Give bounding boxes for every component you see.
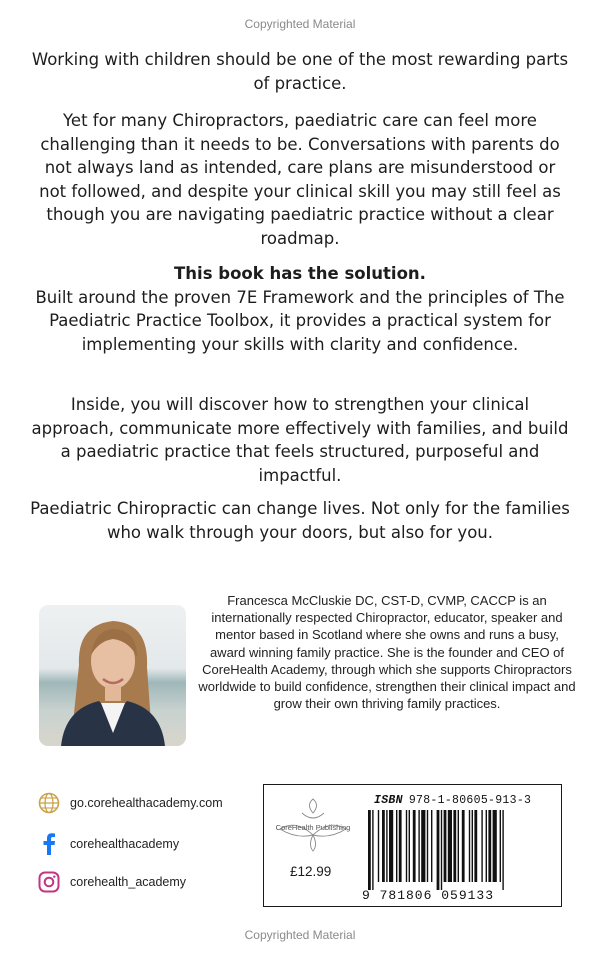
- price: £12.99: [290, 864, 332, 879]
- facebook-link[interactable]: [38, 833, 179, 855]
- barcode-bar: [399, 810, 402, 882]
- barcode-bar: [458, 810, 459, 882]
- barcode-bar: [453, 810, 456, 882]
- barcode-bar: [378, 810, 379, 882]
- publisher-name: CoreHealth Publishing: [275, 823, 351, 832]
- barcode-bar: [493, 810, 497, 882]
- barcode-digits: 9 781806 059133: [362, 888, 495, 903]
- website-link[interactable]: [38, 792, 223, 814]
- barcode-bar: [481, 810, 482, 882]
- barcode-bar: [474, 810, 477, 882]
- isbn-label: ISBN: [374, 794, 403, 807]
- copyright-watermark-bottom: Copyrighted Material: [244, 928, 356, 942]
- intro-paragraph-2: Yet for many Chiropractors, paediatric care can feel more challenging than it needs to be. Conversations with parents do not always land as intended, care plans are misunderstood or not followed, and despite your clinical skill you may still feel as though you are navigating paediatric practice without a clear roadmap.: [39, 111, 561, 248]
- publisher-logo: [272, 795, 354, 855]
- instagram-link[interactable]: [38, 871, 186, 893]
- barcode-bar: [502, 810, 503, 890]
- barcode-bar: [472, 810, 473, 882]
- barcode-bar: [427, 810, 428, 882]
- website-text: go.corehealthacademy.com: [70, 796, 223, 810]
- barcode-bar: [462, 810, 465, 882]
- barcode-panel: [263, 784, 562, 907]
- instagram-icon: [38, 871, 60, 893]
- author-photo: [39, 605, 186, 746]
- barcode-bar: [441, 810, 442, 890]
- intro-paragraph-1: Working with children should be one of the most rewarding parts of practice.: [31, 50, 569, 93]
- barcode-bar: [469, 810, 470, 882]
- intro-paragraph-4: Inside, you will discover how to strengthen your clinical approach, communicate more effectively with families, and build a paediatric practice that feels structured, purposeful and impactful.: [31, 395, 569, 485]
- solution-body: Built around the proven 7E Framework and the principles of The Paediatric Practice Toolbox, it provides a practical system for implementing your skills with clarity and confidence.: [35, 287, 565, 354]
- intro-paragraph-5: Paediatric Chiropractic can change lives. Not only for the families who walk through your doors, but also for you.: [30, 499, 570, 542]
- globe-icon: [38, 792, 60, 814]
- barcode-bar: [406, 810, 407, 882]
- barcode-bar: [444, 810, 447, 882]
- barcode-bar: [421, 810, 425, 882]
- isbn-line: [374, 794, 531, 807]
- barcode-bar: [396, 810, 397, 882]
- barcode-bar: [409, 810, 410, 882]
- solution-paragraph: [30, 262, 570, 356]
- barcode-bar: [488, 810, 491, 882]
- facebook-icon: [38, 833, 60, 855]
- instagram-handle: corehealth_academy: [70, 875, 187, 889]
- facebook-handle: corehealthacademy: [70, 837, 180, 851]
- solution-heading: This book has the solution.: [174, 264, 426, 283]
- barcode-bar: [389, 810, 393, 882]
- isbn-number: 978-1-80605-913-3: [408, 794, 532, 807]
- barcode-bar: [500, 810, 501, 882]
- barcode-bar: [413, 810, 416, 882]
- barcode-bar: [448, 810, 452, 882]
- barcode-bar: [368, 810, 371, 890]
- barcode-bar: [382, 810, 385, 882]
- barcode: [368, 810, 554, 890]
- barcode-bar: [372, 810, 373, 890]
- barcode-bar: [486, 810, 487, 882]
- barcode-bar: [418, 810, 419, 882]
- barcode-bar: [431, 810, 432, 882]
- copyright-watermark-top: Copyrighted Material: [244, 17, 356, 31]
- barcode-bar: [437, 810, 440, 890]
- barcode-bar: [386, 810, 387, 882]
- author-bio: Francesca McCluskie DC, CST-D, CVMP, CACCP is an internationally respected Chiropractor, educator, speaker and mentor based in Scotland where she owns and runs a busy, award winning family practice. She is the founder and CEO of CoreHealth Academy, through which she supports Chiropractors worldwide to build confidence, strengthen their clinical impact and grow their own thriving family practices.: [198, 593, 576, 712]
